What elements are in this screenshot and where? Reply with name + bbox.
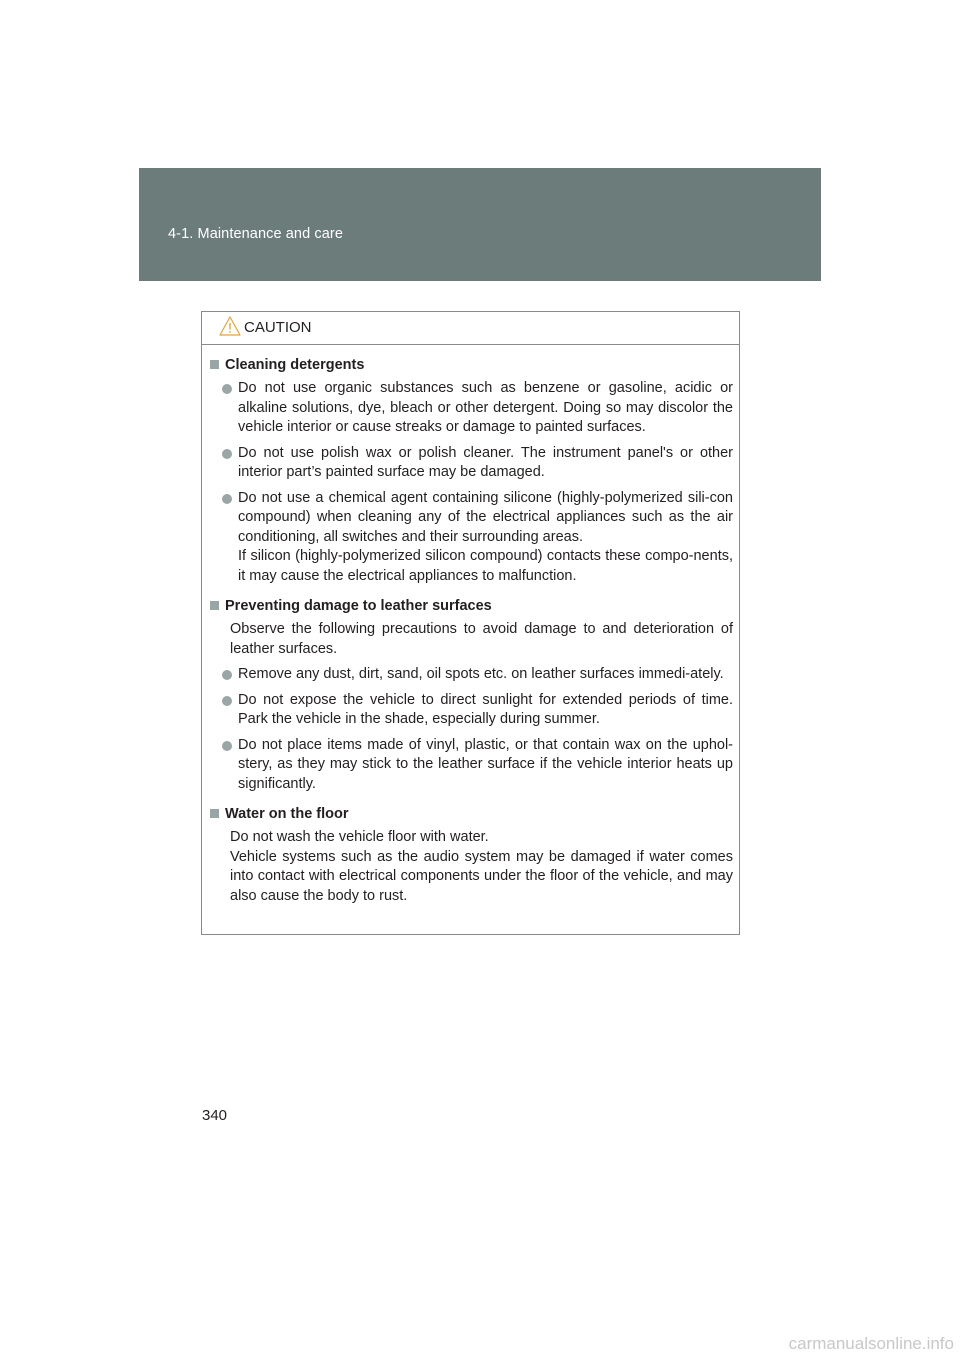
round-bullet-icon [222, 449, 232, 459]
list-item: Do not expose the vehicle to direct sunlight for extended periods of time. Park the vehicle in the shade, especially during summer. [218, 691, 733, 730]
watermark: carmanualsonline.info [788, 1334, 954, 1353]
caution-title: CAUTION [244, 319, 312, 336]
section-heading-leather: Preventing damage to leather surfaces [210, 596, 733, 616]
list-item: Do not use a chemical agent containing silicone (highly-polymerized sili-con compound) when cleaning any of the electrical appliances such as the air conditioning, all switches and their surrounding areas. If silicon (highly-polymerized silicon compound) contacts these compo-nents, it may cause the electrical appliances to malfunction. [218, 489, 733, 587]
round-bullet-icon [222, 384, 232, 394]
square-bullet-icon [210, 360, 219, 369]
section-header [139, 168, 821, 281]
caution-body [202, 345, 739, 906]
round-bullet-icon [222, 696, 232, 706]
warning-triangle-icon [219, 315, 241, 337]
list-item: Do not use organic substances such as benzene or gasoline, acidic or alkaline solutions, dye, bleach or other detergent. Doing so may discolor the vehicle interior or cause streaks or damage to painted surfaces. [218, 379, 733, 438]
page-number: 340 [202, 1107, 228, 1124]
round-bullet-icon [222, 741, 232, 751]
caution-box [201, 311, 740, 935]
square-bullet-icon [210, 601, 219, 610]
section-heading-detergents: Cleaning detergents [210, 355, 733, 375]
section-body: Vehicle systems such as the audio system may be damaged if water comes into contact with electrical components under the floor of the vehicle, and may also cause the body to rust. [230, 848, 733, 904]
square-bullet-icon [210, 809, 219, 818]
section-heading-water: Water on the floor [210, 804, 733, 824]
list-item: Remove any dust, dirt, sand, oil spots etc. on leather surfaces immedi-ately. [218, 665, 733, 685]
round-bullet-icon [222, 670, 232, 680]
list-item: Do not use polish wax or polish cleaner. The instrument panel's or other interior part’s painted surface may be damaged. [218, 444, 733, 483]
caution-header [202, 312, 739, 345]
list-item: Do not place items made of vinyl, plastic, or that contain wax on the uphol-stery, as they may stick to the leather surface if the vehicle interior heats up significantly. [218, 736, 733, 795]
round-bullet-icon [222, 494, 232, 504]
section-title: 4-1. Maintenance and care [168, 226, 343, 242]
section-intro: Observe the following precautions to avoid damage to and deterioration of leather surfaces. [230, 621, 733, 657]
section-intro: Do not wash the vehicle floor with water. [230, 829, 489, 845]
